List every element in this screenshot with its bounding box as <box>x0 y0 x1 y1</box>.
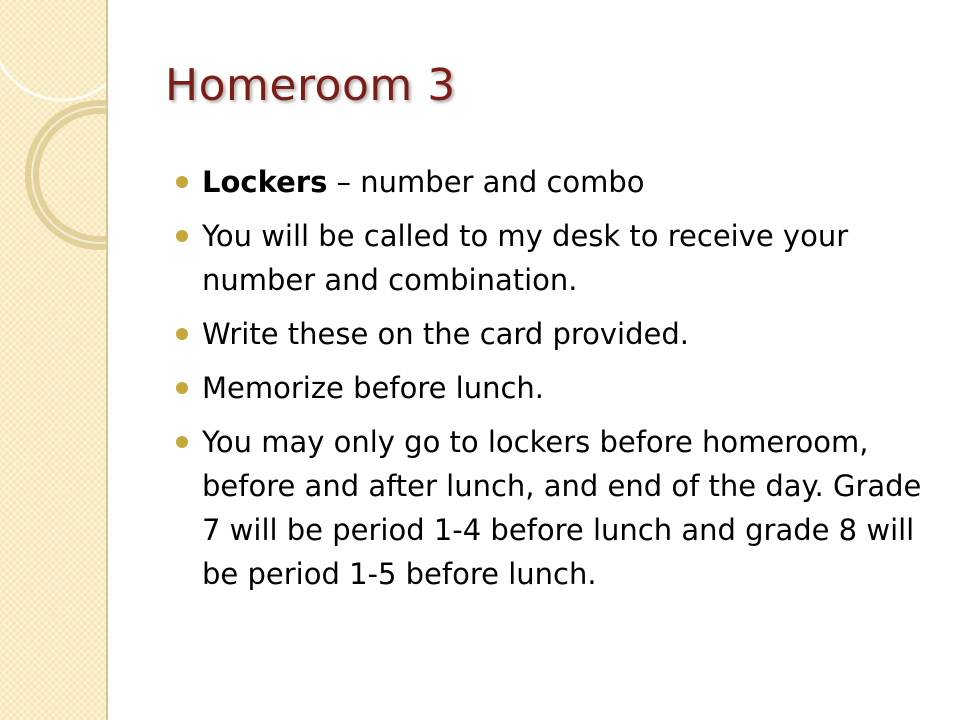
bullet-text: Memorize before lunch. <box>202 371 545 405</box>
bullet-icon <box>176 436 188 448</box>
bullet-text: You will be called to my desk to receive your number and combination. <box>202 219 849 297</box>
bullet-list <box>176 160 936 606</box>
bullet-item <box>176 366 936 410</box>
bullet-bold-text: Lockers <box>202 165 328 199</box>
bullet-item <box>176 312 936 356</box>
bullet-item <box>176 420 936 596</box>
bullet-text: You may only go to lockers before homeroom, before and after lunch, and end of the day. Grade 7 will be period 1-4 before lunch and grade 8 will be period 1-5 before lunch. <box>202 425 922 591</box>
decorative-side-band <box>0 0 108 720</box>
slide-title: Homeroom 3 <box>165 60 456 111</box>
bullet-icon <box>176 230 188 242</box>
bullet-icon <box>176 382 188 394</box>
bullet-icon <box>176 328 188 340</box>
bullet-text: – number and combo <box>327 165 645 199</box>
bullet-item <box>176 160 936 204</box>
bullet-text: Write these on the card provided. <box>202 317 689 351</box>
bullet-icon <box>176 176 188 188</box>
bullet-item <box>176 214 936 302</box>
decorative-circles-icon <box>0 0 106 720</box>
